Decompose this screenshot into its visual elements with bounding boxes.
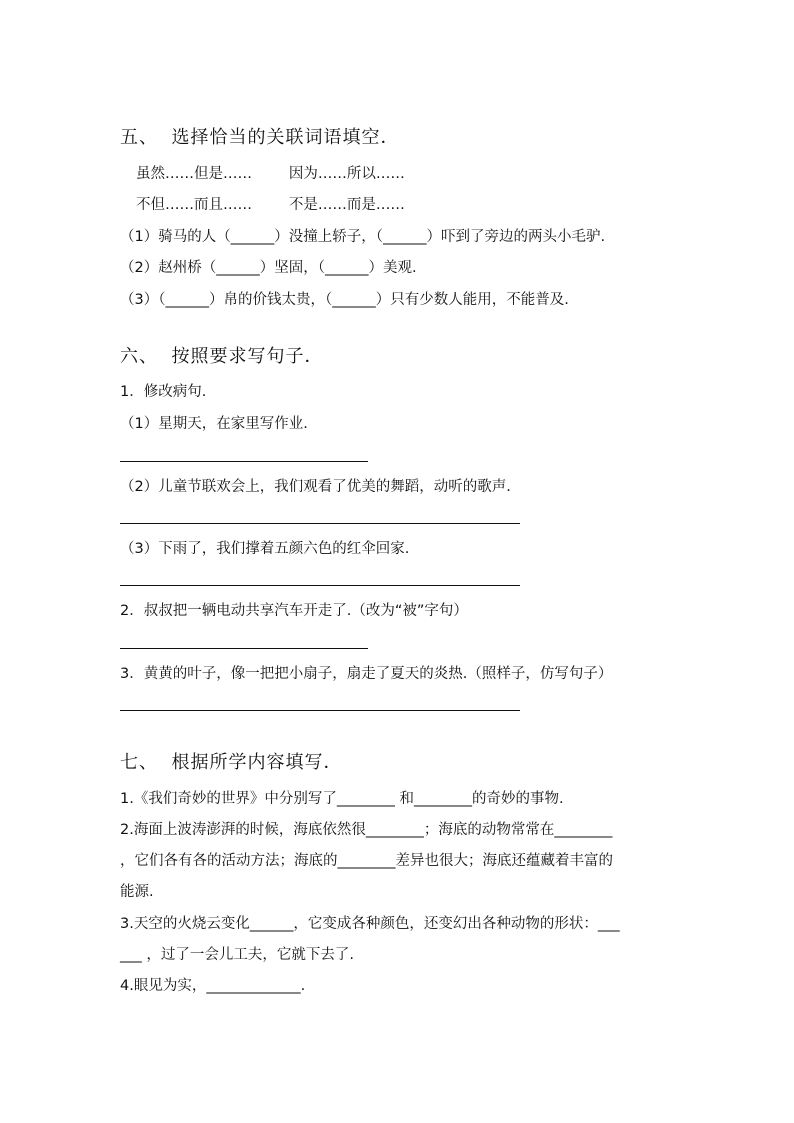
answer-line[interactable] (120, 710, 520, 711)
section-7-question-2-line-1: 2.海面上波涛澎湃的时候，海底依然很________；海底的动物常常在________ (120, 822, 613, 838)
section-6-title: 六、 按照要求写句子． (120, 346, 324, 367)
answer-line[interactable] (120, 523, 520, 524)
answer-line[interactable] (120, 461, 368, 462)
section-7-question-2-line-2: ，它们各有各的活动方法；海底的________差异也很大；海底还蕴藏着丰富的 (120, 853, 613, 869)
section-7-question-1: 1.《我们奇妙的世界》中分别写了________ 和________的奇妙的事物. (120, 791, 564, 807)
section-6-item-2: 2．叔叔把一辆电动共享汽车开走了.（改为“被”字句） (120, 603, 468, 619)
section-5-question-3: （3）（______）帛的价钱太贵，（______）只有少数人能用，不能普及. (120, 292, 569, 308)
section-6-item-3: 3．黄黄的叶子，像一把把小扇子，扇走了夏天的炎热.（照样子，仿写句子） (120, 666, 613, 682)
answer-line[interactable] (120, 585, 520, 586)
conjunction-options-row-2: 不但……而且…… 不是……而是…… (136, 197, 405, 213)
answer-line[interactable] (120, 648, 368, 649)
section-6-item-1: 1．修改病句. (120, 384, 207, 400)
section-7-title: 七、 根据所学内容填写． (120, 752, 343, 773)
section-5-question-2: （2）赵州桥（______）坚固，（______）美观. (120, 260, 417, 276)
section-6-item-1-question-3: （3）下雨了，我们撑着五颜六色的红伞回家. (120, 541, 410, 557)
section-7-question-3-line-2: ___ ，过了一会儿工夫，它就下去了. (120, 947, 354, 963)
section-6-item-1-question-1: （1）星期天，在家里写作业. (120, 416, 308, 432)
section-7-question-2-line-3: 能源. (120, 884, 154, 900)
conjunction-options-row-1: 虽然……但是…… 因为……所以…… (136, 166, 405, 182)
section-5-question-1: （1）骑马的人（______）没撞上轿子，（______）吓到了旁边的两头小毛驴. (120, 229, 606, 245)
section-6-item-1-question-2: （2）儿童节联欢会上，我们观看了优美的舞蹈，动听的歌声. (120, 479, 511, 495)
section-7-question-3-line-1: 3.天空的火烧云变化______，它变成各种颜色，还变幻出各种动物的形状：___ (120, 916, 620, 932)
section-7-question-4: 4.眼见为实，_____________. (120, 978, 306, 994)
section-5-title: 五、 选择恰当的关联词语填空． (120, 127, 400, 148)
